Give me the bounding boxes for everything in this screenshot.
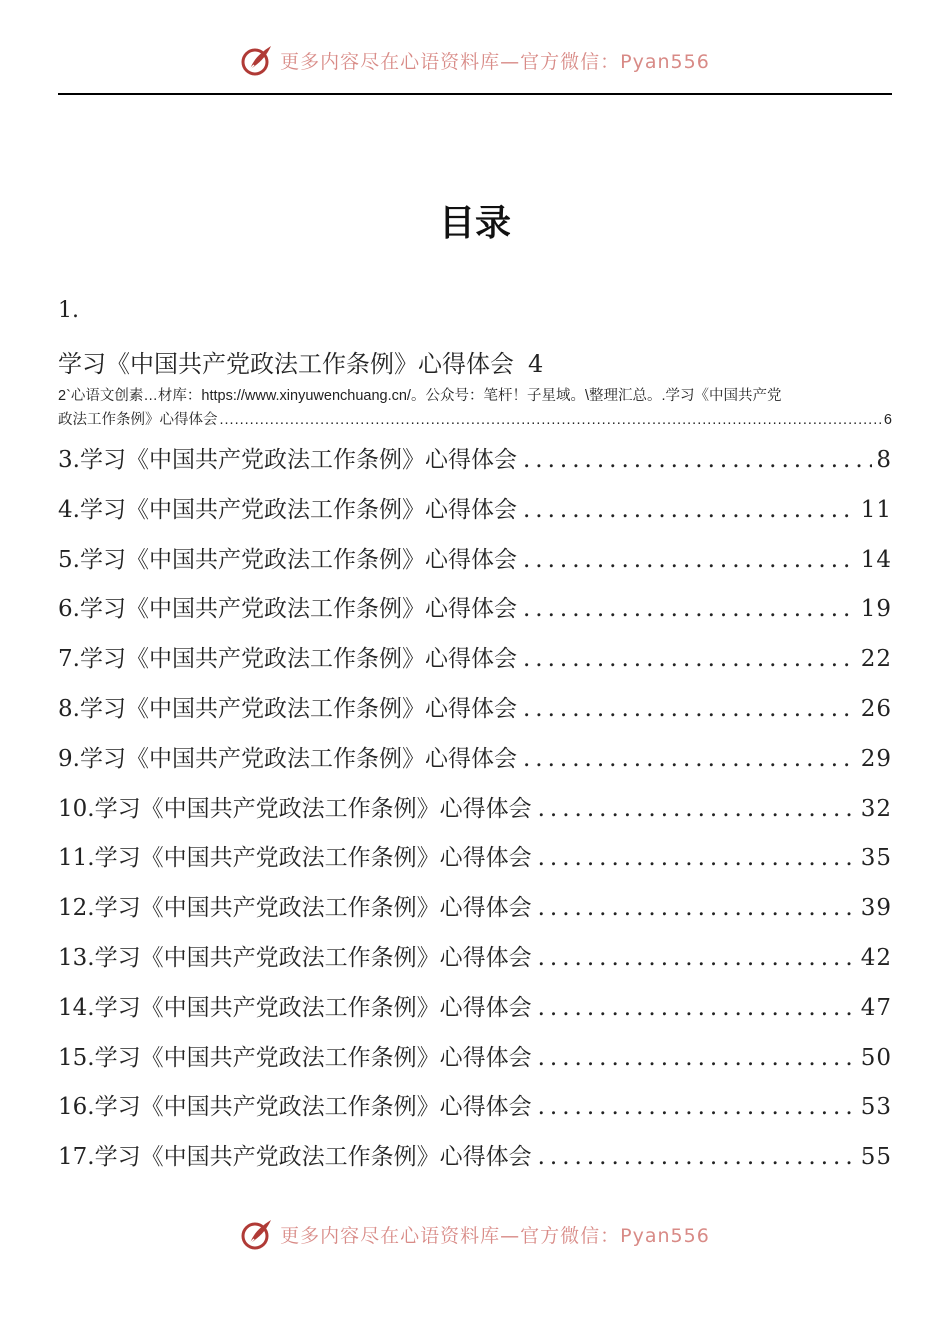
toc-item-page: 29 (860, 745, 892, 772)
toc-item-text: 学习《中国共产党政法工作条例》心得体会 (94, 795, 532, 822)
toc-item[interactable] (58, 838, 892, 888)
toc-item[interactable] (58, 938, 892, 988)
toc-leader-dots (538, 1137, 857, 1177)
toc-item-text: 学习《中国共产党政法工作条例》心得体会 (79, 496, 517, 523)
toc-item[interactable] (58, 490, 892, 540)
toc-item-text: 学习《中国共产党政法工作条例》心得体会 (94, 895, 532, 922)
toc-item[interactable] (58, 739, 892, 789)
quill-logo-icon (240, 43, 274, 77)
page-title: 目录 (438, 202, 511, 244)
toc-item-number: 16. (58, 1094, 95, 1121)
toc-entry-1[interactable] (58, 344, 892, 379)
toc-item[interactable] (58, 589, 892, 639)
toc-item-number: 4. (58, 496, 80, 523)
toc-item[interactable] (58, 1038, 892, 1088)
footer-brand-text: 更多内容尽在心语资料库—官方微信：Pyan556 (280, 1224, 710, 1247)
header-watermark (0, 40, 950, 80)
toc-leader-dots (220, 408, 882, 432)
toc-item-number: 3. (58, 447, 80, 473)
toc-item-text: 学习《中国共产党政法工作条例》心得体会 (79, 596, 517, 623)
toc-leader-dots (523, 589, 857, 629)
toc-item-page: 22 (860, 646, 892, 673)
toc-item-text: 学习《中国共产党政法工作条例》心得体会 (94, 1044, 532, 1071)
toc-leader-dots (523, 490, 857, 530)
toc-item-number: 8. (58, 695, 80, 722)
toc-leader-dots (538, 1038, 857, 1078)
toc-item-text: 学习《中国共产党政法工作条例》心得体会 (79, 646, 517, 673)
toc-entry-1-text: 学习《中国共产党政法工作条例》心得体会 (58, 350, 514, 378)
toc-item-number: 12. (58, 895, 95, 922)
toc-item-number: 11. (58, 845, 95, 872)
toc-item-page: 8 (876, 447, 892, 473)
toc-leader-dots (538, 789, 857, 829)
toc-item-page: 47 (860, 994, 892, 1021)
toc-item-text: 学习《中国共产党政法工作条例》心得体会 (94, 1144, 532, 1171)
toc-leader-dots (523, 540, 857, 580)
toc-item[interactable] (58, 689, 892, 739)
toc-item-number: 7. (58, 646, 80, 673)
toc-item-page: 32 (860, 795, 892, 822)
toc-item[interactable] (58, 789, 892, 839)
toc-item[interactable] (58, 1087, 892, 1137)
toc-item-page: 11 (860, 496, 892, 523)
toc-entry-2[interactable] (58, 384, 892, 432)
toc-item-text: 学习《中国共产党政法工作条例》心得体会 (79, 695, 517, 722)
toc-item-page: 50 (860, 1044, 892, 1071)
toc-item-text: 学习《中国共产党政法工作条例》心得体会 (94, 1094, 532, 1121)
toc-entry-1-page: 4 (528, 350, 544, 378)
toc-item-number: 15. (58, 1044, 95, 1071)
toc-item-page: 39 (860, 895, 892, 922)
toc-item-number: 5. (58, 546, 80, 573)
toc-item-text: 学习《中国共产党政法工作条例》心得体会 (79, 745, 517, 772)
toc-item-number: 6. (58, 596, 80, 623)
toc-leader-dots (523, 440, 872, 480)
toc-entry-2-line2: 政法工作条例》心得体会 (58, 412, 218, 428)
toc-entry-2-page: 6 (883, 412, 892, 428)
header-rule (58, 93, 892, 95)
toc-item-text: 学习《中国共产党政法工作条例》心得体会 (94, 944, 532, 971)
toc-item-page: 26 (860, 695, 892, 722)
toc-leader-dots (523, 639, 857, 679)
toc-list (58, 440, 892, 1187)
toc-leader-dots (523, 739, 857, 779)
quill-logo-icon (240, 1217, 274, 1251)
toc-item-page: 19 (860, 596, 892, 623)
toc-leader-dots (538, 888, 857, 928)
toc-item-page: 53 (860, 1094, 892, 1121)
footer-watermark (0, 1214, 950, 1254)
toc-item[interactable] (58, 888, 892, 938)
toc-item-text: 学习《中国共产党政法工作条例》心得体会 (94, 994, 532, 1021)
toc-entry-2-line1: 2`心语文创素…材库：https://www.xinyuwenchuang.cn/。公众号：笔杆！子星域。\整理汇总。.学习《中国共产党 (58, 388, 782, 404)
toc-item[interactable] (58, 540, 892, 590)
toc-item-number: 13. (58, 944, 95, 971)
toc-item-text: 学习《中国共产党政法工作条例》心得体会 (79, 447, 517, 473)
toc-leader-dots (538, 938, 857, 978)
toc-item-page: 42 (860, 944, 892, 971)
toc-leader-dots (538, 1087, 857, 1127)
toc-item-number: 10. (58, 795, 95, 822)
toc-item[interactable] (58, 440, 892, 490)
toc-item-page: 35 (860, 845, 892, 872)
toc-item-number: 14. (58, 994, 95, 1021)
toc-item-text: 学习《中国共产党政法工作条例》心得体会 (94, 845, 532, 872)
toc-item[interactable] (58, 639, 892, 689)
toc-item[interactable] (58, 988, 892, 1038)
toc-leader-dots (523, 689, 857, 729)
toc-item-page: 14 (860, 546, 892, 573)
toc-leader-dots (538, 838, 857, 878)
toc-entry-1-number[interactable]: 1. (58, 298, 79, 323)
toc-item-page: 55 (860, 1144, 892, 1171)
toc-item-text: 学习《中国共产党政法工作条例》心得体会 (79, 546, 517, 573)
toc-item-number: 9. (58, 745, 80, 772)
header-brand-text: 更多内容尽在心语资料库—官方微信：Pyan556 (280, 50, 710, 73)
toc-item-number: 17. (58, 1144, 95, 1171)
toc-item[interactable] (58, 1137, 892, 1187)
toc-leader-dots (538, 988, 857, 1028)
